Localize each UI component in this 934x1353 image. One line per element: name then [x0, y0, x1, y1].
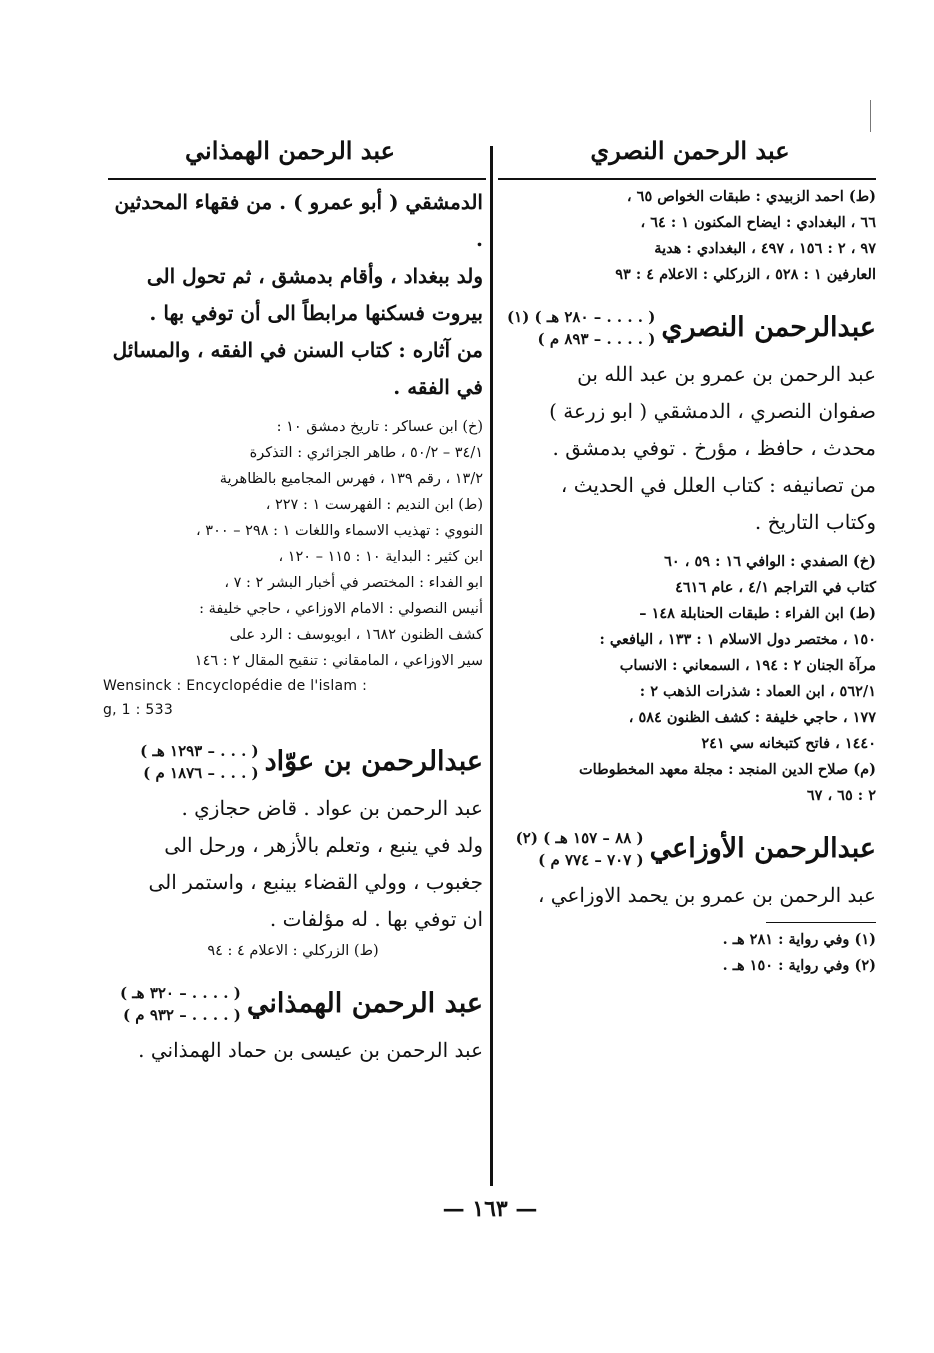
- body-line: عبد الرحمن بن عمرو بن يحمد الاوزاعي ،: [537, 883, 876, 907]
- entry-heading-awwad: [103, 740, 483, 784]
- page-number: — ١٦٣ —: [442, 1196, 538, 1222]
- entry-name: عبدالرحمن الأوزاعي: [649, 833, 876, 864]
- body-line: وكتاب التاريخ .: [754, 510, 876, 534]
- entry-heading-hamadhani: [103, 982, 483, 1026]
- reference-line: مرآة الجنان ٢ : ١٩٤ ، السمعاني : الانساب: [619, 657, 876, 674]
- entry-heading-nasri: [496, 306, 876, 350]
- entry-name: عبد الرحمن الهمذاني: [246, 988, 483, 1019]
- reference-line: ١٧٧ ، حاجي خليفة : كشف الظنون ٥٨٤ ،: [628, 709, 876, 726]
- reference-line: (ط) ابن الفراء : طبقات الحنابلة ١٤٨ –: [639, 605, 876, 622]
- reference-line: ١٣/٢ ، رقم ١٣٩ ، فهرس المجاميع بالظاهرية: [219, 471, 483, 487]
- body-line: من تصانيفه : كتاب العلل في الحديث ،: [560, 473, 876, 497]
- entry-name: عبدالرحمن بن عوّاد: [264, 746, 483, 777]
- ref-t-nasri: [496, 601, 876, 757]
- reference-line: ٦٦ ، البغدادي : ايضاح المكنون ١ : ٦٤ ،: [640, 214, 876, 231]
- entry-body-awzai-continued: [103, 184, 483, 406]
- reference-line: أنيس النصولي : الامام الاوزاعي ، حاجي خليفة :: [199, 601, 483, 617]
- reference-line: (خ) الصفدي : الوافي ١٦ : ٥٩ ، ٦٠: [664, 553, 876, 570]
- entry-body-awwad: [103, 790, 483, 938]
- entry-body-nasri: [496, 356, 876, 541]
- dates-gregorian: ( . . . . – ٨٩٣ م ): [537, 330, 656, 348]
- left-column: [103, 184, 483, 1069]
- intro-references: [496, 184, 876, 288]
- dates-gregorian: ( . . . – ١٨٧٦ م ): [143, 764, 259, 782]
- body-line: جغبوب ، وولي القضاء بينبع ، واستمر الى: [148, 870, 483, 894]
- reference-line: (ط) ابن النديم : الفهرست ١ : ٢٢٧ ،: [265, 497, 483, 513]
- reference-line: (ط) احمد الزبيدي : طبقات الخواص ٦٥ ،: [626, 188, 876, 205]
- dates-hijri: ( . . . – ١٢٩٣ هـ ): [140, 742, 259, 760]
- column-divider: [490, 146, 493, 1186]
- right-column: [496, 184, 876, 979]
- reference-line: ٢ : ٦٥ ، ٦٧: [806, 787, 876, 804]
- reference-line: (م) صلاح الدين المنجد : مجلة معهد المخطوطات: [579, 761, 876, 778]
- reference-line: (ط) الزركلي : الاعلام ٤ : ٩٤: [207, 943, 379, 959]
- footnote: (٢) وفي رواية : ١٥٠ هـ .: [722, 957, 876, 974]
- footnote: (١) وفي رواية : ٢٨١ هـ .: [722, 931, 876, 948]
- body-line: ولد ببغداد ، وأقام بدمشق ، ثم تحول الى: [146, 264, 483, 288]
- latin-reference-line: Wensinck : Encyclopédie de l'islam :: [103, 678, 368, 694]
- entry-dates: [120, 982, 241, 1026]
- ref-latin-awzai: [103, 674, 483, 722]
- reference-line: العارفين ١ : ٥٢٨ ، الزركلي : الاعلام ٤ : ٩٣: [615, 266, 876, 283]
- entry-body-awzai: [496, 877, 876, 914]
- body-line: عبد الرحمن بن عمرو بن عبد الله بن: [577, 362, 876, 386]
- footnotes: [496, 927, 876, 979]
- entry-body-hamadhani: [103, 1032, 483, 1069]
- reference-line: النووي : تهذيب الاسماء واللغات ١ : ٢٩٨ – ٣٠٠ ،: [196, 523, 483, 539]
- entry-dates: [516, 827, 644, 871]
- entry-name: عبدالرحمن النصري: [661, 312, 876, 343]
- reference-line: ٣٤/١ – ٥٠/٢ ، طاهر الجزائري : التذكرة: [249, 445, 483, 461]
- ref-t-awwad: [103, 938, 483, 964]
- body-line: ان توفي بها . له مؤلفات .: [269, 907, 483, 931]
- body-line: الدمشقي ( أبو عمرو ) . من فقهاء المحدثين .: [114, 190, 483, 251]
- body-line: بيروت فسكنها مرابطاً الى أن توفي بها .: [149, 301, 483, 325]
- dates-hijri: ( . . . . – ٣٢٠ هـ ): [119, 984, 241, 1002]
- body-line: ولد في ينبع ، وتعلم بالأزهر ، ورحل الى: [164, 833, 483, 857]
- reference-line: ٩٧ ، ٢ : ١٥٦ ، ٤٩٧ ، البغدادي : هدية: [654, 240, 876, 257]
- header-rule-left: [108, 178, 486, 180]
- body-line: صفوان النصري ، الدمشقي ( ابو زرعة ): [549, 399, 876, 423]
- reference-line: ١٤٤٠ ، فاتح كتبخانه سي ٢٤١: [701, 735, 876, 752]
- dates-hijri: ( . . . . – ٢٨٠ هـ ) (١): [507, 308, 656, 326]
- ref-t-awzai: [103, 492, 483, 674]
- margin-tick: [870, 100, 871, 132]
- body-line: محدث ، حافظ ، مؤرخ . توفي بدمشق .: [552, 436, 876, 460]
- reference-line: كتاب في التراجم ٤/١ ، عام ٤٦١٦: [675, 579, 876, 596]
- reference-line: ابن كثير : البداية ١٠ : ١١٥ – ١٢٠ ،: [278, 549, 483, 565]
- ref-kh-awzai: [103, 414, 483, 492]
- ref-m-nasri: [496, 757, 876, 809]
- reference-line: ١٥٠ ، مختصر دول الاسلام ١ : ١٣٣ ، اليافعي :: [599, 631, 876, 648]
- body-line: عبد الرحمن بن عيسى بن حماد الهمذاني .: [138, 1038, 483, 1062]
- running-header-right: عبد الرحمن النصري: [590, 136, 790, 165]
- reference-line: (خ) ابن عساكر : تاريخ دمشق ١٠ :: [276, 419, 483, 435]
- dates-hijri: ( ٨٨ – ١٥٧ هـ ) (٢): [515, 829, 644, 847]
- running-header-left: عبد الرحمن الهمذاني: [185, 136, 395, 165]
- reference-line: سير الاوزاعي ، المامقاني : تنقيح المقال ٢ : ١٤٦: [194, 653, 483, 669]
- header-rule-right: [498, 178, 876, 180]
- dates-gregorian: ( ٧٠٧ – ٧٧٤ م ): [538, 851, 644, 869]
- entry-dates: [140, 740, 258, 784]
- entry-dates: [507, 306, 655, 350]
- ref-kh-nasri: [496, 549, 876, 601]
- reference-line: ابو الفداء : المختصر في أخبار البشر ٢ : ٧ ،: [224, 575, 483, 591]
- body-line: من آثاره : كتاب السنن في الفقه ، والمسائل: [112, 338, 483, 362]
- body-line: في الفقه .: [393, 375, 483, 399]
- reference-line: ٥٦٢/١ ، ابن العماد : شذرات الذهب ٢ :: [639, 683, 876, 700]
- entry-heading-awzai: [496, 827, 876, 871]
- footnote-rule: [766, 922, 876, 923]
- body-line: عبد الرحمن بن عواد . قاض حجازي .: [181, 796, 483, 820]
- latin-reference-line: g, 1 : 533: [103, 702, 174, 718]
- dates-gregorian: ( . . . . – ٩٣٢ م ): [122, 1006, 241, 1024]
- reference-line: كشف الظنون ١٦٨٢ ، ابويوسف : الرد على: [229, 627, 483, 643]
